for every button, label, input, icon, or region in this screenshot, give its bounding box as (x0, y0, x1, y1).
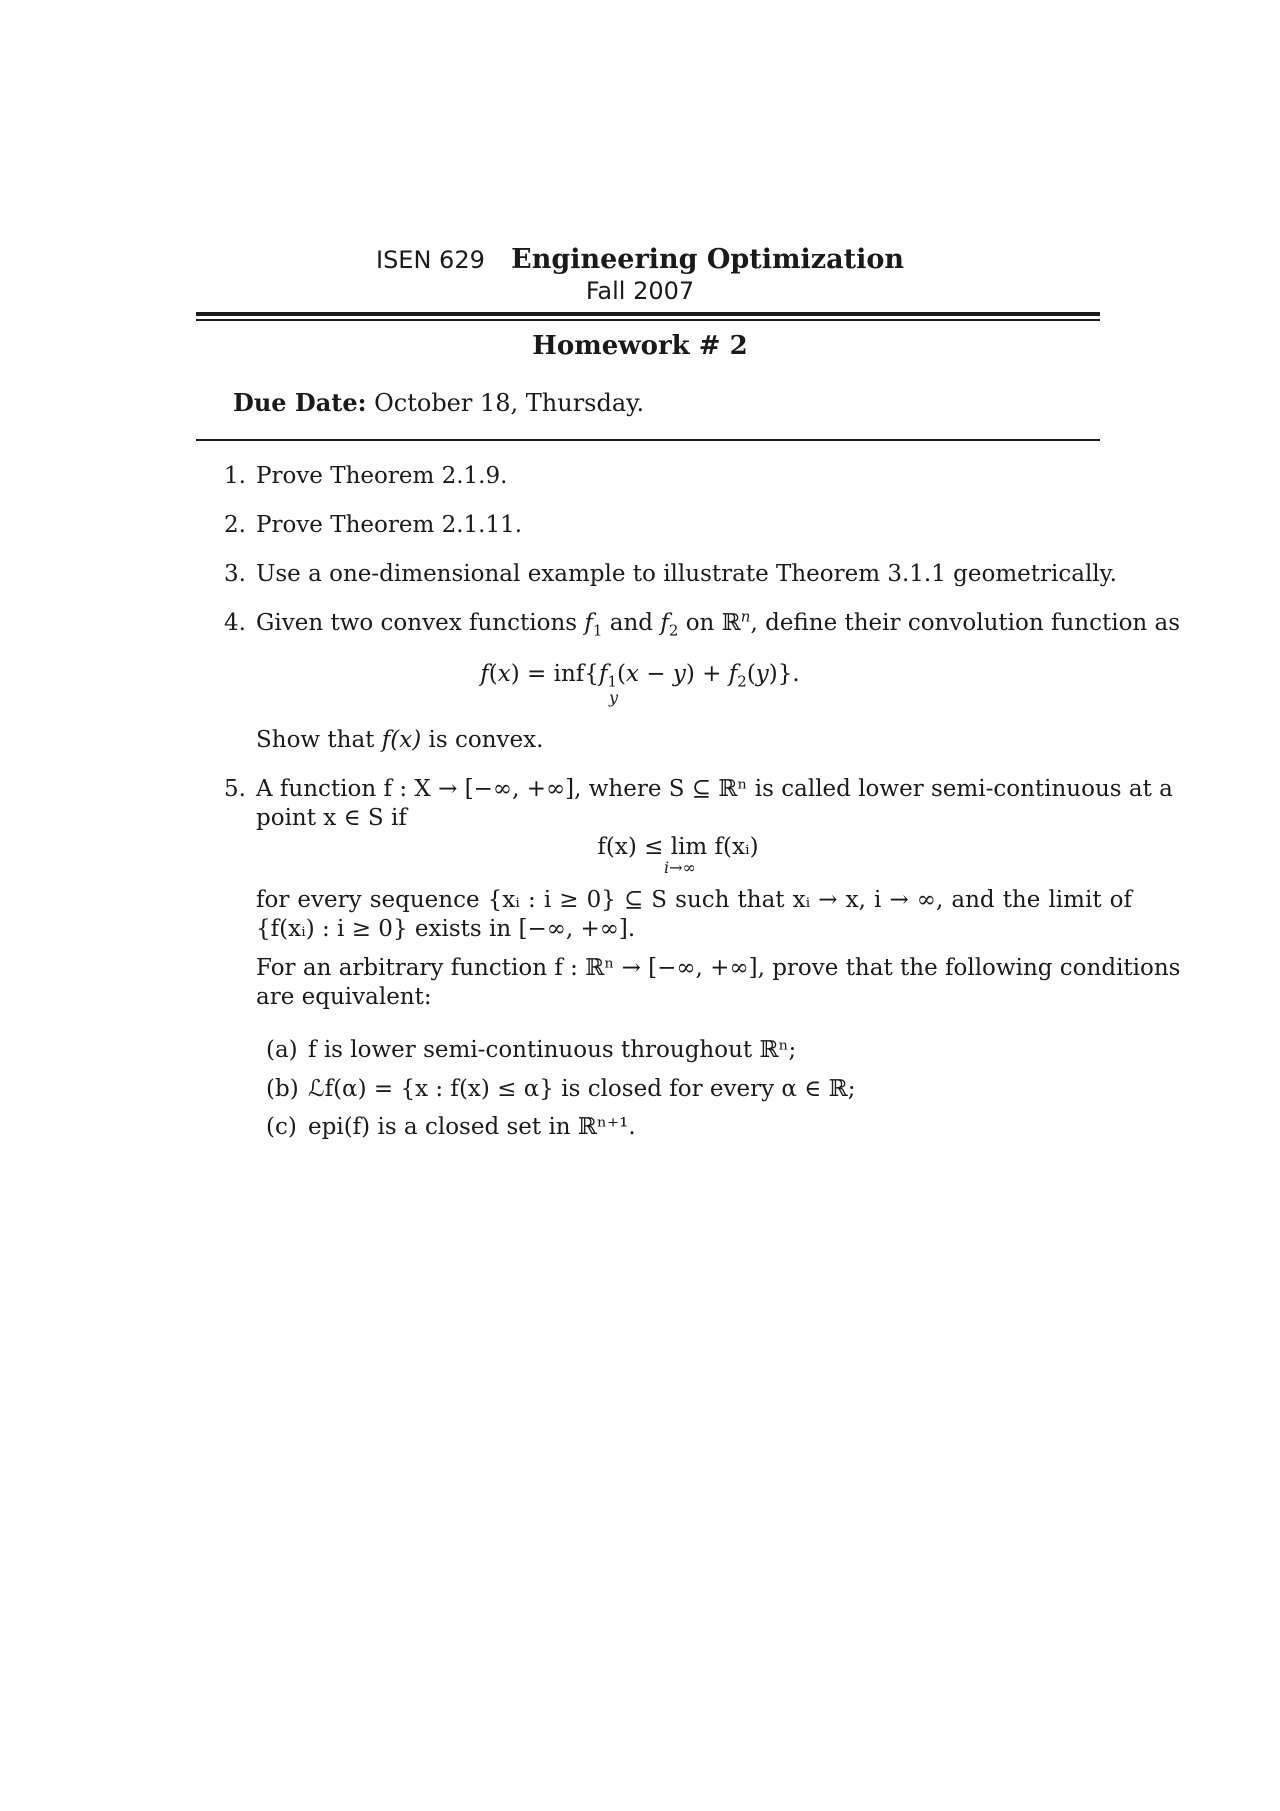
header-rule-thick (196, 312, 1100, 316)
condition-b-label: (b) (266, 1076, 299, 1102)
problem-1-number: 1. (224, 463, 246, 489)
due-date-label: Due Date: (233, 388, 367, 417)
header-rule-thin (196, 319, 1100, 321)
lim-subscript: i→∞ (664, 858, 696, 877)
problem-5-line-1: A function f : X → [−∞, +∞], where S ⊆ ℝⁿ is called lower semi-continuous at a (256, 776, 1173, 802)
term: Fall 2007 (585, 277, 695, 305)
problem-2-text: Prove Theorem 2.1.11. (256, 512, 523, 538)
condition-b-text: ℒf(α) = {x : f(x) ≤ α} is closed for every α ∈ ℝ; (308, 1076, 856, 1102)
f1-symbol: $f_1$ (584, 610, 603, 640)
due-date-value: October 18, Thursday. (374, 389, 645, 417)
condition-c-label: (c) (266, 1114, 297, 1140)
problem-3-text: Use a one-dimensional example to illustrate Theorem 3.1.1 geometrically. (256, 561, 1117, 587)
condition-a-text: f is lower semi-continuous throughout ℝⁿ; (308, 1037, 797, 1063)
problem-5-number: 5. (224, 776, 246, 802)
homework-title: Homework # 2 (532, 331, 748, 361)
problem-3-number: 3. (224, 561, 246, 587)
lsc-formula: f(x) ≤ lim f(xᵢ) (597, 834, 759, 860)
problem-5-line-2: point x ∈ S if (256, 805, 407, 831)
problem-4-text: Given two convex functions $f_1$ and $f_2$ on ℝ$^n$, define their convolution function as (256, 607, 1181, 640)
problem-4-text-a: Given two convex functions (256, 610, 578, 636)
problem-5-line-4: {f(xᵢ) : i ≥ 0} exists in [−∞, +∞]. (256, 916, 636, 942)
problem-5-line-6: are equivalent: (256, 984, 432, 1010)
and-word: and (609, 610, 653, 636)
problem-5-line-3: for every sequence {xᵢ : i ≥ 0} ⊆ S such that xᵢ → x, i → ∞, and the limit of (256, 887, 1132, 913)
due-date (233, 388, 644, 418)
condition-a-label: (a) (266, 1037, 298, 1063)
section-rule (196, 439, 1100, 441)
course-title: Engineering Optimization (511, 244, 904, 275)
problem-4-text-b: , define their convolution function as (750, 610, 1181, 636)
course-code: ISEN 629 (375, 246, 485, 274)
convolution-formula: $f(x) = inf\{f_1(x - y) + f_2(y)\}$. (480, 661, 800, 691)
problem-2-number: 2. (224, 512, 246, 538)
condition-c-text: epi(f) is a closed set in ℝⁿ⁺¹. (308, 1114, 636, 1140)
course-header (0, 244, 1280, 276)
inf-subscript: y (609, 688, 619, 707)
problem-1-text: Prove Theorem 2.1.9. (256, 463, 508, 489)
problem-4-conclusion: Show that f(x) is convex. (256, 727, 544, 753)
problem-4-number: 4. (224, 610, 246, 636)
f2-symbol: $f_2$ (660, 610, 679, 640)
problem-5-line-5: For an arbitrary function f : ℝⁿ → [−∞, +∞], prove that the following conditions (256, 955, 1181, 981)
on-word: on (685, 610, 715, 636)
